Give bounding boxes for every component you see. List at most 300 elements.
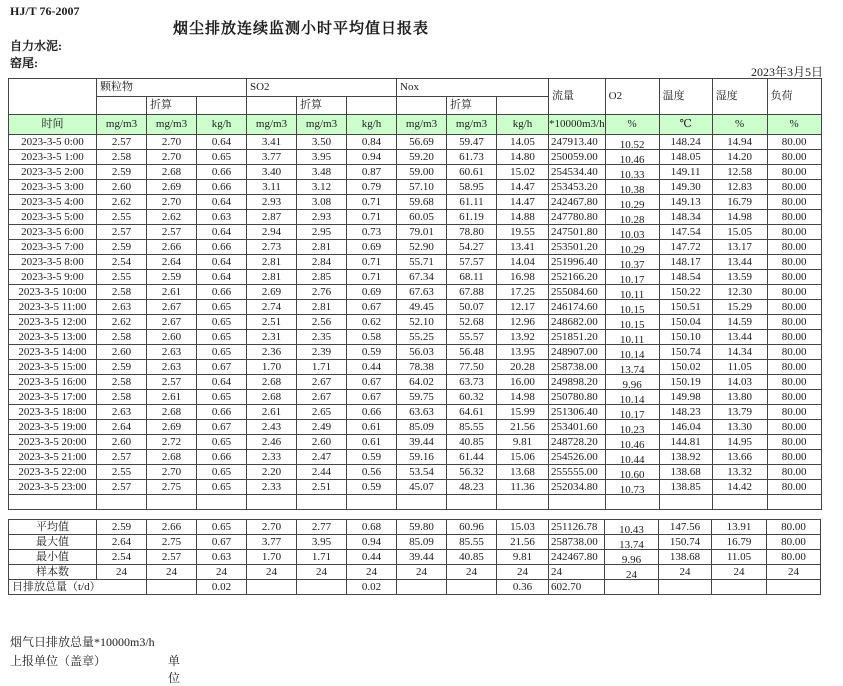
value-cell: 0.59 — [347, 345, 397, 360]
report-tables — [8, 78, 822, 595]
daily-total-cell — [447, 580, 497, 595]
group-nox: Nox — [397, 79, 549, 97]
value-cell: 147.54 — [659, 225, 712, 240]
value-cell: 85.55 — [447, 420, 497, 435]
time-cell: 2023-3-5 18:00 — [9, 405, 97, 420]
value-cell: 13.80 — [712, 390, 767, 405]
value-cell: 254526.00 — [549, 450, 606, 465]
summary-value-cell: 21.56 — [497, 535, 549, 550]
value-cell: 15.99 — [497, 405, 549, 420]
value-cell: 52.90 — [397, 240, 447, 255]
summary-value-cell: 24 — [659, 565, 712, 580]
unit-label: 单位 — [168, 654, 181, 685]
value-cell: 2.66 — [147, 240, 197, 255]
value-cell: 39.44 — [397, 435, 447, 450]
unit-cell: mg/m3 — [297, 115, 347, 135]
value-cell: 67.34 — [397, 270, 447, 285]
value-cell: 80.00 — [767, 420, 821, 435]
value-cell: 2.81 — [247, 270, 297, 285]
value-cell: 14.95 — [712, 435, 767, 450]
value-cell: 2.74 — [247, 300, 297, 315]
unit-cell: mg/m3 — [147, 115, 197, 135]
value-cell: 3.12 — [297, 180, 347, 195]
summary-value-cell: 0.94 — [347, 535, 397, 550]
summary-value-cell: 40.85 — [447, 550, 497, 565]
value-cell: 2.57 — [97, 450, 147, 465]
value-cell: 10.44 — [605, 450, 659, 465]
value-cell: 0.61 — [347, 435, 397, 450]
value-cell: 54.27 — [447, 240, 497, 255]
daily-total-cell — [767, 580, 821, 595]
value-cell: 2.93 — [247, 195, 297, 210]
value-cell: 3.41 — [247, 135, 297, 150]
summary-value-cell: 2.59 — [97, 520, 147, 535]
unit-cell: mg/m3 — [97, 115, 147, 135]
value-cell: 2.68 — [247, 375, 297, 390]
value-cell: 10.46 — [605, 435, 659, 450]
report-date: 2023年3月5日 — [750, 65, 823, 79]
value-cell: 12.30 — [712, 285, 767, 300]
table-row — [9, 135, 822, 150]
value-cell: 0.94 — [347, 150, 397, 165]
value-cell: 78.80 — [447, 225, 497, 240]
unit-cell: kg/h — [347, 115, 397, 135]
value-cell: 0.56 — [347, 465, 397, 480]
unit-cell: mg/m3 — [447, 115, 497, 135]
value-cell: 253401.60 — [549, 420, 606, 435]
value-cell: 150.02 — [659, 360, 712, 375]
table-row — [9, 375, 822, 390]
summary-value-cell: 24 — [197, 565, 247, 580]
value-cell: 13.17 — [712, 240, 767, 255]
value-cell: 2.76 — [297, 285, 347, 300]
unit-cell: kg/h — [497, 115, 549, 135]
unit-cell: % — [605, 115, 659, 135]
summary-value-cell: 15.03 — [497, 520, 549, 535]
empty-cell — [147, 495, 197, 510]
value-cell: 2.49 — [297, 420, 347, 435]
unit-cell: *10000m3/h — [549, 115, 606, 135]
value-cell: 146.04 — [659, 420, 712, 435]
value-cell: 148.05 — [659, 150, 712, 165]
header-row-groups — [9, 79, 822, 97]
value-cell: 2.68 — [147, 450, 197, 465]
empty-cell — [347, 495, 397, 510]
value-cell: 0.66 — [347, 405, 397, 420]
value-cell: 0.65 — [197, 150, 247, 165]
value-cell: 2.87 — [247, 210, 297, 225]
value-cell: 40.85 — [447, 435, 497, 450]
value-cell: 14.03 — [712, 375, 767, 390]
value-cell: 2.67 — [297, 375, 347, 390]
value-cell: 80.00 — [767, 405, 821, 420]
summary-value-cell: 2.70 — [247, 520, 297, 535]
value-cell: 13.92 — [497, 330, 549, 345]
time-cell: 2023-3-5 12:00 — [9, 315, 97, 330]
time-cell: 2023-3-5 2:00 — [9, 165, 97, 180]
value-cell: 0.66 — [197, 180, 247, 195]
value-cell: 0.64 — [197, 135, 247, 150]
time-cell: 2023-3-5 9:00 — [9, 270, 97, 285]
value-cell: 2.64 — [147, 255, 197, 270]
value-cell: 0.59 — [347, 450, 397, 465]
value-cell: 80.00 — [767, 345, 821, 360]
time-cell: 2023-3-5 6:00 — [9, 225, 97, 240]
value-cell: 252034.80 — [549, 480, 606, 495]
time-header: 时间 — [9, 115, 97, 135]
value-cell: 150.19 — [659, 375, 712, 390]
value-cell: 80.00 — [767, 210, 821, 225]
value-cell: 138.85 — [659, 480, 712, 495]
value-cell: 60.05 — [397, 210, 447, 225]
summary-value-cell: 242467.80 — [549, 550, 605, 565]
time-cell: 2023-3-5 23:00 — [9, 480, 97, 495]
summary-value-cell: 13.91 — [712, 520, 767, 535]
unit-cell: % — [712, 115, 767, 135]
value-cell: 80.00 — [767, 330, 821, 345]
summary-value-cell: 150.74 — [659, 535, 712, 550]
value-cell: 138.92 — [659, 450, 712, 465]
empty-cell — [447, 495, 497, 510]
value-cell: 0.64 — [197, 225, 247, 240]
table-row — [9, 405, 822, 420]
value-cell: 13.74 — [605, 360, 659, 375]
value-cell: 80.00 — [767, 270, 821, 285]
value-cell: 61.19 — [447, 210, 497, 225]
table-row — [9, 150, 822, 165]
value-cell: 2.58 — [97, 285, 147, 300]
summary-value-cell: 24 — [297, 565, 347, 580]
value-cell: 10.15 — [605, 300, 659, 315]
summary-value-cell: 24 — [347, 565, 397, 580]
value-cell: 61.44 — [447, 450, 497, 465]
value-cell: 252166.20 — [549, 270, 606, 285]
value-cell: 2.62 — [97, 195, 147, 210]
value-cell: 138.68 — [659, 465, 712, 480]
empty-cell — [659, 495, 712, 510]
value-cell: 3.95 — [297, 150, 347, 165]
value-cell: 15.06 — [497, 450, 549, 465]
value-cell: 80.00 — [767, 135, 821, 150]
value-cell: 2.47 — [297, 450, 347, 465]
value-cell: 20.28 — [497, 360, 549, 375]
value-cell: 2.65 — [297, 405, 347, 420]
value-cell: 148.24 — [659, 135, 712, 150]
summary-value-cell: 60.96 — [447, 520, 497, 535]
value-cell: 2.67 — [147, 315, 197, 330]
summary-value-cell: 147.56 — [659, 520, 712, 535]
summary-label: 最小值 — [9, 550, 97, 565]
converted-label-so2: 折算 — [297, 97, 347, 115]
value-cell: 85.09 — [397, 420, 447, 435]
value-cell: 10.15 — [605, 315, 659, 330]
value-cell: 48.23 — [447, 480, 497, 495]
value-cell: 0.65 — [197, 345, 247, 360]
value-cell: 148.54 — [659, 270, 712, 285]
summary-value-cell: 1.71 — [297, 550, 347, 565]
value-cell: 0.65 — [197, 300, 247, 315]
value-cell: 0.64 — [197, 375, 247, 390]
value-cell: 12.58 — [712, 165, 767, 180]
value-cell: 0.58 — [347, 330, 397, 345]
summary-label: 样本数 — [9, 565, 97, 580]
empty-cell — [197, 495, 247, 510]
value-cell: 19.55 — [497, 225, 549, 240]
value-cell: 2.58 — [97, 375, 147, 390]
value-cell: 253453.20 — [549, 180, 606, 195]
value-cell: 0.71 — [347, 210, 397, 225]
table-row — [9, 465, 822, 480]
value-cell: 3.48 — [297, 165, 347, 180]
time-cell: 2023-3-5 16:00 — [9, 375, 97, 390]
value-cell: 59.16 — [397, 450, 447, 465]
value-cell: 80.00 — [767, 480, 821, 495]
value-cell: 50.07 — [447, 300, 497, 315]
hourly-rows — [9, 135, 822, 510]
summary-rows — [9, 520, 821, 595]
value-cell: 150.51 — [659, 300, 712, 315]
value-cell: 52.10 — [397, 315, 447, 330]
summary-value-cell: 2.57 — [147, 550, 197, 565]
daily-total-cell — [147, 580, 197, 595]
value-cell: 80.00 — [767, 360, 821, 375]
value-cell: 67.88 — [447, 285, 497, 300]
value-cell: 10.17 — [605, 405, 659, 420]
empty-cell — [767, 495, 821, 510]
value-cell: 2.69 — [247, 285, 297, 300]
summary-value-cell: 24 — [497, 565, 549, 580]
summary-value-cell: 0.68 — [347, 520, 397, 535]
value-cell: 1.71 — [297, 360, 347, 375]
value-cell: 2.67 — [297, 390, 347, 405]
value-cell: 2.51 — [247, 315, 297, 330]
col-o2: O2 — [605, 79, 659, 115]
summary-label: 最大值 — [9, 535, 97, 550]
value-cell: 10.23 — [605, 420, 659, 435]
value-cell: 255555.00 — [549, 465, 606, 480]
value-cell: 52.68 — [447, 315, 497, 330]
time-cell: 2023-3-5 21:00 — [9, 450, 97, 465]
value-cell: 15.05 — [712, 225, 767, 240]
value-cell: 45.07 — [397, 480, 447, 495]
summary-row — [9, 550, 821, 565]
summary-value-cell: 0.63 — [197, 550, 247, 565]
value-cell: 10.11 — [605, 285, 659, 300]
time-cell: 2023-3-5 5:00 — [9, 210, 97, 225]
value-cell: 150.10 — [659, 330, 712, 345]
value-cell: 67.63 — [397, 285, 447, 300]
value-cell: 60.32 — [447, 390, 497, 405]
value-cell: 2.59 — [97, 240, 147, 255]
value-cell: 10.29 — [605, 240, 659, 255]
empty-cell — [297, 495, 347, 510]
value-cell: 78.38 — [397, 360, 447, 375]
value-cell: 14.34 — [712, 345, 767, 360]
summary-value-cell: 9.81 — [497, 550, 549, 565]
value-cell: 2.57 — [97, 225, 147, 240]
value-cell: 60.61 — [447, 165, 497, 180]
value-cell: 2.60 — [97, 345, 147, 360]
summary-value-cell: 24 — [147, 565, 197, 580]
value-cell: 2.59 — [97, 360, 147, 375]
value-cell: 10.14 — [605, 390, 659, 405]
value-cell: 11.36 — [497, 480, 549, 495]
table-row — [9, 285, 822, 300]
value-cell: 247913.40 — [549, 135, 606, 150]
value-cell: 2.54 — [97, 255, 147, 270]
value-cell: 14.47 — [497, 195, 549, 210]
empty-cell — [97, 495, 147, 510]
summary-value-cell: 0.67 — [197, 535, 247, 550]
value-cell: 63.73 — [447, 375, 497, 390]
value-cell: 149.98 — [659, 390, 712, 405]
daily-total-cell — [397, 580, 447, 595]
value-cell: 2.73 — [247, 240, 297, 255]
value-cell: 61.11 — [447, 195, 497, 210]
value-cell: 10.37 — [605, 255, 659, 270]
value-cell: 2.69 — [147, 420, 197, 435]
time-cell: 2023-3-5 3:00 — [9, 180, 97, 195]
value-cell: 144.81 — [659, 435, 712, 450]
col-temperature: 温度 — [659, 79, 712, 115]
value-cell: 10.60 — [605, 465, 659, 480]
value-cell: 55.71 — [397, 255, 447, 270]
value-cell: 2.60 — [97, 435, 147, 450]
table-row — [9, 390, 822, 405]
value-cell: 57.10 — [397, 180, 447, 195]
report-unit-line — [10, 652, 181, 685]
value-cell: 13.59 — [712, 270, 767, 285]
value-cell: 80.00 — [767, 150, 821, 165]
value-cell: 2.20 — [247, 465, 297, 480]
value-cell: 2.69 — [147, 180, 197, 195]
summary-row — [9, 520, 821, 535]
value-cell: 10.52 — [605, 135, 659, 150]
value-cell: 61.73 — [447, 150, 497, 165]
value-cell: 0.65 — [197, 435, 247, 450]
value-cell: 0.44 — [347, 360, 397, 375]
value-cell: 0.61 — [347, 420, 397, 435]
summary-value-cell: 0.65 — [197, 520, 247, 535]
value-cell: 2.33 — [247, 450, 297, 465]
value-cell: 150.22 — [659, 285, 712, 300]
summary-label: 平均值 — [9, 520, 97, 535]
value-cell: 2.68 — [247, 390, 297, 405]
value-cell: 0.67 — [197, 420, 247, 435]
value-cell: 14.20 — [712, 150, 767, 165]
table-row — [9, 300, 822, 315]
value-cell: 148.23 — [659, 405, 712, 420]
value-cell: 2.81 — [247, 255, 297, 270]
value-cell: 2.70 — [147, 195, 197, 210]
time-cell: 2023-3-5 14:00 — [9, 345, 97, 360]
value-cell: 2.64 — [97, 420, 147, 435]
value-cell: 2.33 — [247, 480, 297, 495]
value-cell: 10.03 — [605, 225, 659, 240]
value-cell: 64.61 — [447, 405, 497, 420]
table-row — [9, 240, 822, 255]
summary-value-cell: 2.54 — [97, 550, 147, 565]
value-cell: 2.57 — [97, 135, 147, 150]
value-cell: 3.77 — [247, 150, 297, 165]
summary-value-cell: 9.96 — [605, 550, 659, 565]
value-cell: 63.63 — [397, 405, 447, 420]
empty-cell — [247, 495, 297, 510]
value-cell: 0.65 — [197, 480, 247, 495]
value-cell: 14.94 — [712, 135, 767, 150]
summary-value-cell: 16.79 — [712, 535, 767, 550]
value-cell: 2.81 — [297, 240, 347, 255]
value-cell: 10.38 — [605, 180, 659, 195]
value-cell: 2.31 — [247, 330, 297, 345]
value-cell: 251306.40 — [549, 405, 606, 420]
value-cell: 2.56 — [297, 315, 347, 330]
value-cell: 2.84 — [297, 255, 347, 270]
group-so2: SO2 — [247, 79, 397, 97]
unit-cell: mg/m3 — [247, 115, 297, 135]
value-cell: 0.71 — [347, 270, 397, 285]
value-cell: 9.96 — [605, 375, 659, 390]
time-cell: 2023-3-5 20:00 — [9, 435, 97, 450]
value-cell: 149.13 — [659, 195, 712, 210]
summary-value-cell: 11.05 — [712, 550, 767, 565]
value-cell: 2.94 — [247, 225, 297, 240]
value-cell: 55.57 — [447, 330, 497, 345]
table-row — [9, 360, 822, 375]
empty-cell — [712, 495, 767, 510]
value-cell: 80.00 — [767, 255, 821, 270]
value-cell: 2.51 — [297, 480, 347, 495]
value-cell: 149.30 — [659, 180, 712, 195]
value-cell: 247501.80 — [549, 225, 606, 240]
value-cell: 13.44 — [712, 330, 767, 345]
value-cell: 80.00 — [767, 390, 821, 405]
value-cell: 15.02 — [497, 165, 549, 180]
value-cell: 68.11 — [447, 270, 497, 285]
value-cell: 58.95 — [447, 180, 497, 195]
table-row — [9, 255, 822, 270]
value-cell: 247780.80 — [549, 210, 606, 225]
value-cell: 2.44 — [297, 465, 347, 480]
value-cell: 0.65 — [197, 330, 247, 345]
table-row — [9, 165, 822, 180]
value-cell: 2.62 — [97, 315, 147, 330]
corner-cell — [9, 79, 97, 115]
page-title: 烟尘排放连续监测小时平均值日报表 — [172, 21, 429, 37]
value-cell: 14.88 — [497, 210, 549, 225]
value-cell: 2.70 — [147, 465, 197, 480]
summary-value-cell: 24 — [767, 565, 821, 580]
empty-cell — [497, 495, 549, 510]
summary-value-cell: 10.43 — [605, 520, 659, 535]
time-cell: 2023-3-5 0:00 — [9, 135, 97, 150]
summary-value-cell: 13.74 — [605, 535, 659, 550]
hourly-table — [8, 78, 822, 510]
value-cell: 59.20 — [397, 150, 447, 165]
value-cell: 64.02 — [397, 375, 447, 390]
value-cell: 9.81 — [497, 435, 549, 450]
col-flow: 流量 — [549, 79, 606, 115]
time-cell: 2023-3-5 10:00 — [9, 285, 97, 300]
value-cell: 2.57 — [97, 480, 147, 495]
empty-cell — [605, 495, 659, 510]
value-cell: 21.56 — [497, 420, 549, 435]
value-cell: 2.59 — [147, 270, 197, 285]
value-cell: 0.71 — [347, 255, 397, 270]
daily-total-cell: 0.02 — [347, 580, 397, 595]
time-cell: 2023-3-5 1:00 — [9, 150, 97, 165]
value-cell: 2.63 — [147, 360, 197, 375]
